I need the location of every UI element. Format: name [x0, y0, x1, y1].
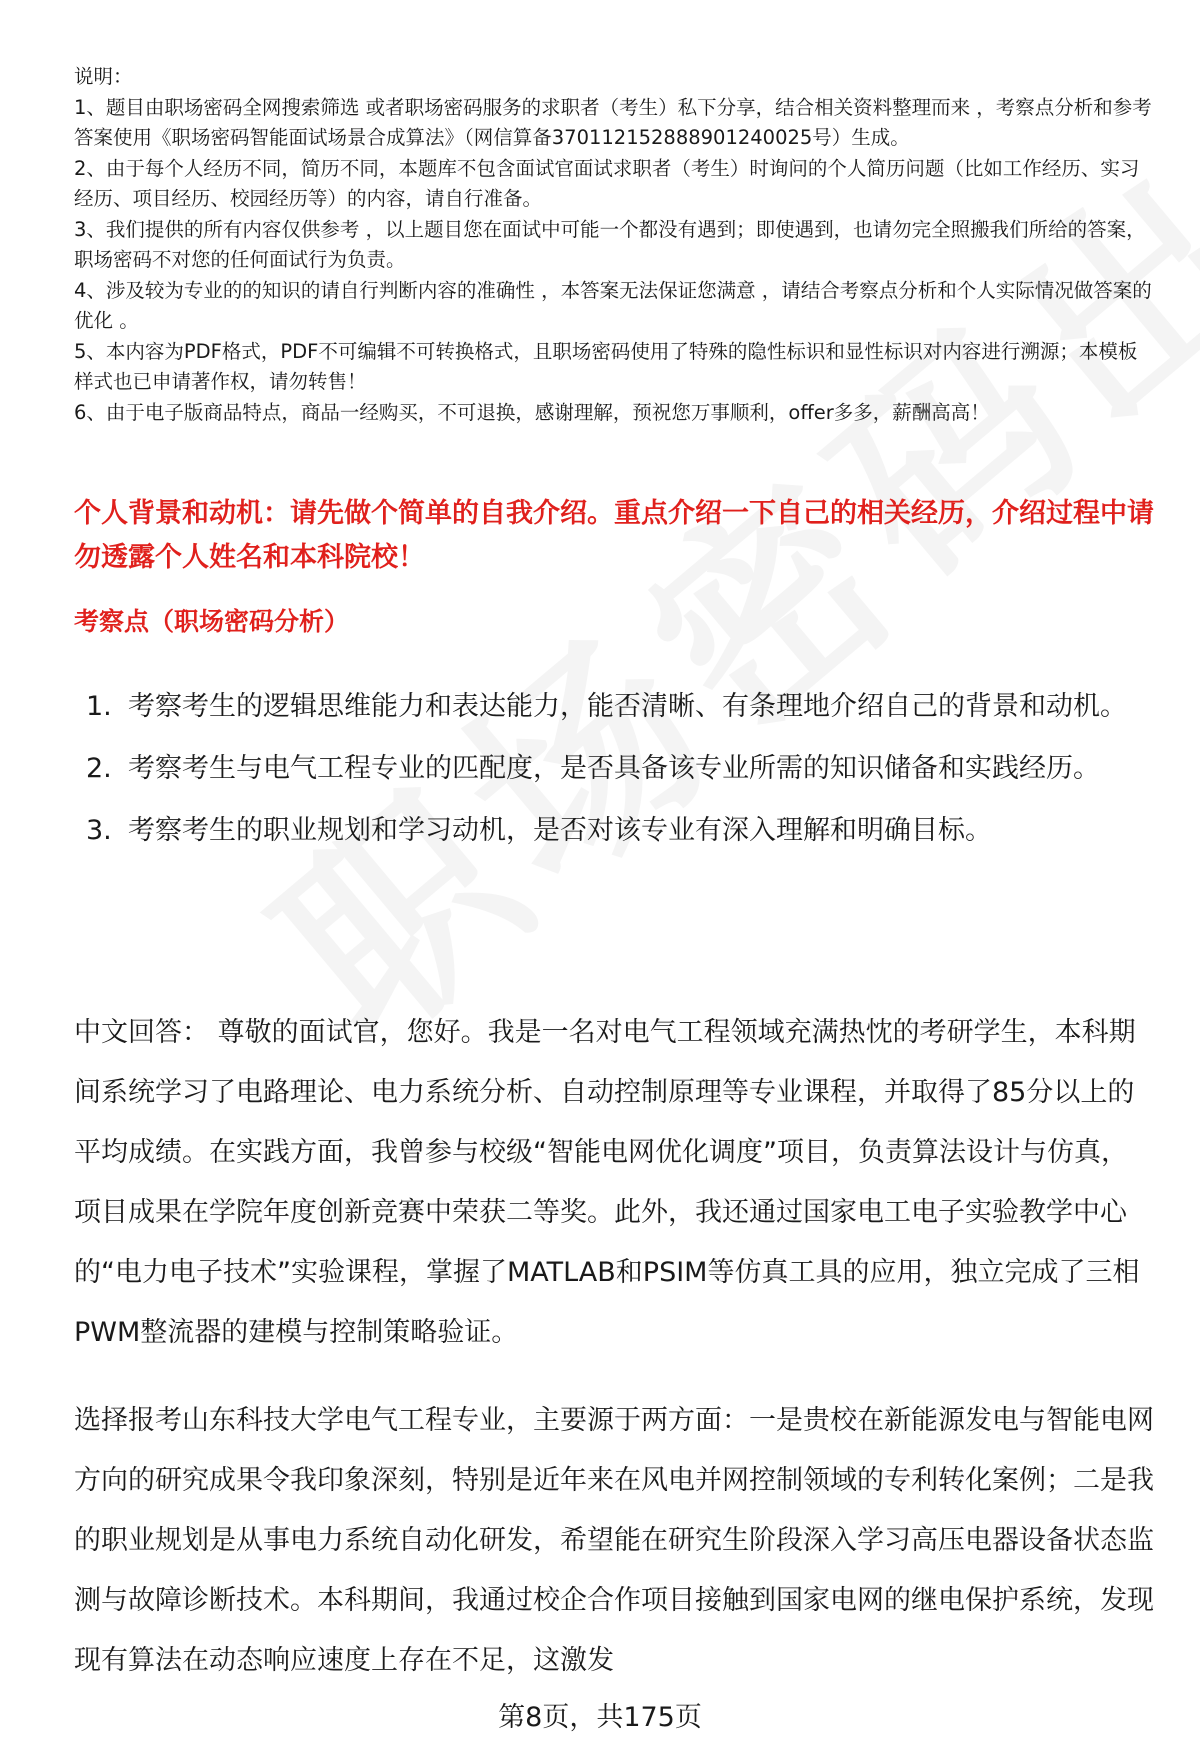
list-item: [74, 801, 1154, 861]
note-line: 2、由于每个人经历不同，简历不同，本题库不包含面试官面试求职者（考生）时询问的个人简历问题（比如工作经历、实习经历、项目经历、校园经历等）的内容，请自行准备。: [74, 156, 1140, 210]
list-item-text: 考察考生的逻辑思维能力和表达能力，能否清晰、有条理地介绍自己的背景和动机。: [128, 691, 1127, 722]
list-item-number: 2.: [86, 753, 112, 784]
list-item: [74, 739, 1154, 799]
list-item-number: 3.: [86, 815, 112, 846]
question-title: 个人背景和动机：请先做个简单的自我介绍。重点介绍一下自己的相关经历，介绍过程中请勿透露个人姓名和本科院校！: [74, 498, 1154, 573]
list-item-number: 1.: [86, 691, 112, 722]
page-number: 第8页，共175页: [498, 1702, 702, 1733]
disclaimer-notes: [74, 62, 1154, 428]
note-line: 6、由于电子版商品特点，商品一经购买，不可退换，感谢理解，预祝您万事顺利，offer多多，薪酬高高！: [74, 400, 990, 424]
list-item: [74, 677, 1154, 737]
note-line: 说明：: [74, 65, 133, 88]
note-line: 3、我们提供的所有内容仅供参考 ，以上题目您在面试中可能一个都没有遇到；即使遇到，也请勿完全照搬我们所给的答案，职场密码不对您的任何面试行为负责。: [74, 217, 1146, 271]
note-line: 1、题目由职场密码全网搜索筛选 或者职场密码服务的求职者（考生）私下分享，结合相关资料整理而来 ，考察点分析和参考答案使用《职场密码智能面试场景合成算法》（网信算备370112152888901240025号）生成。: [74, 95, 1152, 149]
answer-paragraph: 选择报考山东科技大学电气工程专业，主要源于两方面：一是贵校在新能源发电与智能电网方向的研究成果令我印象深刻，特别是近年来在风电并网控制领域的专利转化案例；二是我的职业规划是从事电力系统自动化研发，希望能在研究生阶段深入学习高压电器设备状态监测与故障诊断技术。本科期间，我通过校企合作项目接触到国家电网的继电保护系统，发现现有算法在动态响应速度上存在不足，这激发: [74, 1405, 1154, 1676]
answer-paragraph: 中文回答： 尊敬的面试官，您好。我是一名对电气工程领域充满热忱的考研学生，本科期间系统学习了电路理论、电力系统分析、自动控制原理等专业课程，并取得了85分以上的平均成绩。在实践方面，我曾参与校级“智能电网优化调度”项目，负责算法设计与仿真，项目成果在学院年度创新竞赛中荣获二等奖。此外，我还通过国家电工电子实验教学中心的“电力电子技术”实验课程，掌握了MATLAB和PSIM等仿真工具的应用，独立完成了三相PWM整流器的建模与控制策略验证。: [74, 1017, 1140, 1348]
analysis-heading: 考察点（职场密码分析）: [74, 607, 350, 636]
list-item-text: 考察考生的职业规划和学习动机，是否对该专业有深入理解和明确目标。: [128, 815, 992, 846]
analysis-points-list: [74, 677, 1154, 863]
note-line: 4、涉及较为专业的的知识的请自行判断内容的准确性 ，本答案无法保证您满意 ，请结合考察点分析和个人实际情况做答案的优化 。: [74, 278, 1152, 332]
note-line: 5、本内容为PDF格式，PDF不可编辑不可转换格式，且职场密码使用了特殊的隐性标识和显性标识对内容进行溯源；本模板样式也已申请著作权，请勿转售！: [74, 339, 1138, 393]
list-item-text: 考察考生与电气工程专业的匹配度，是否具备该专业所需的知识储备和实践经历。: [128, 753, 1100, 784]
